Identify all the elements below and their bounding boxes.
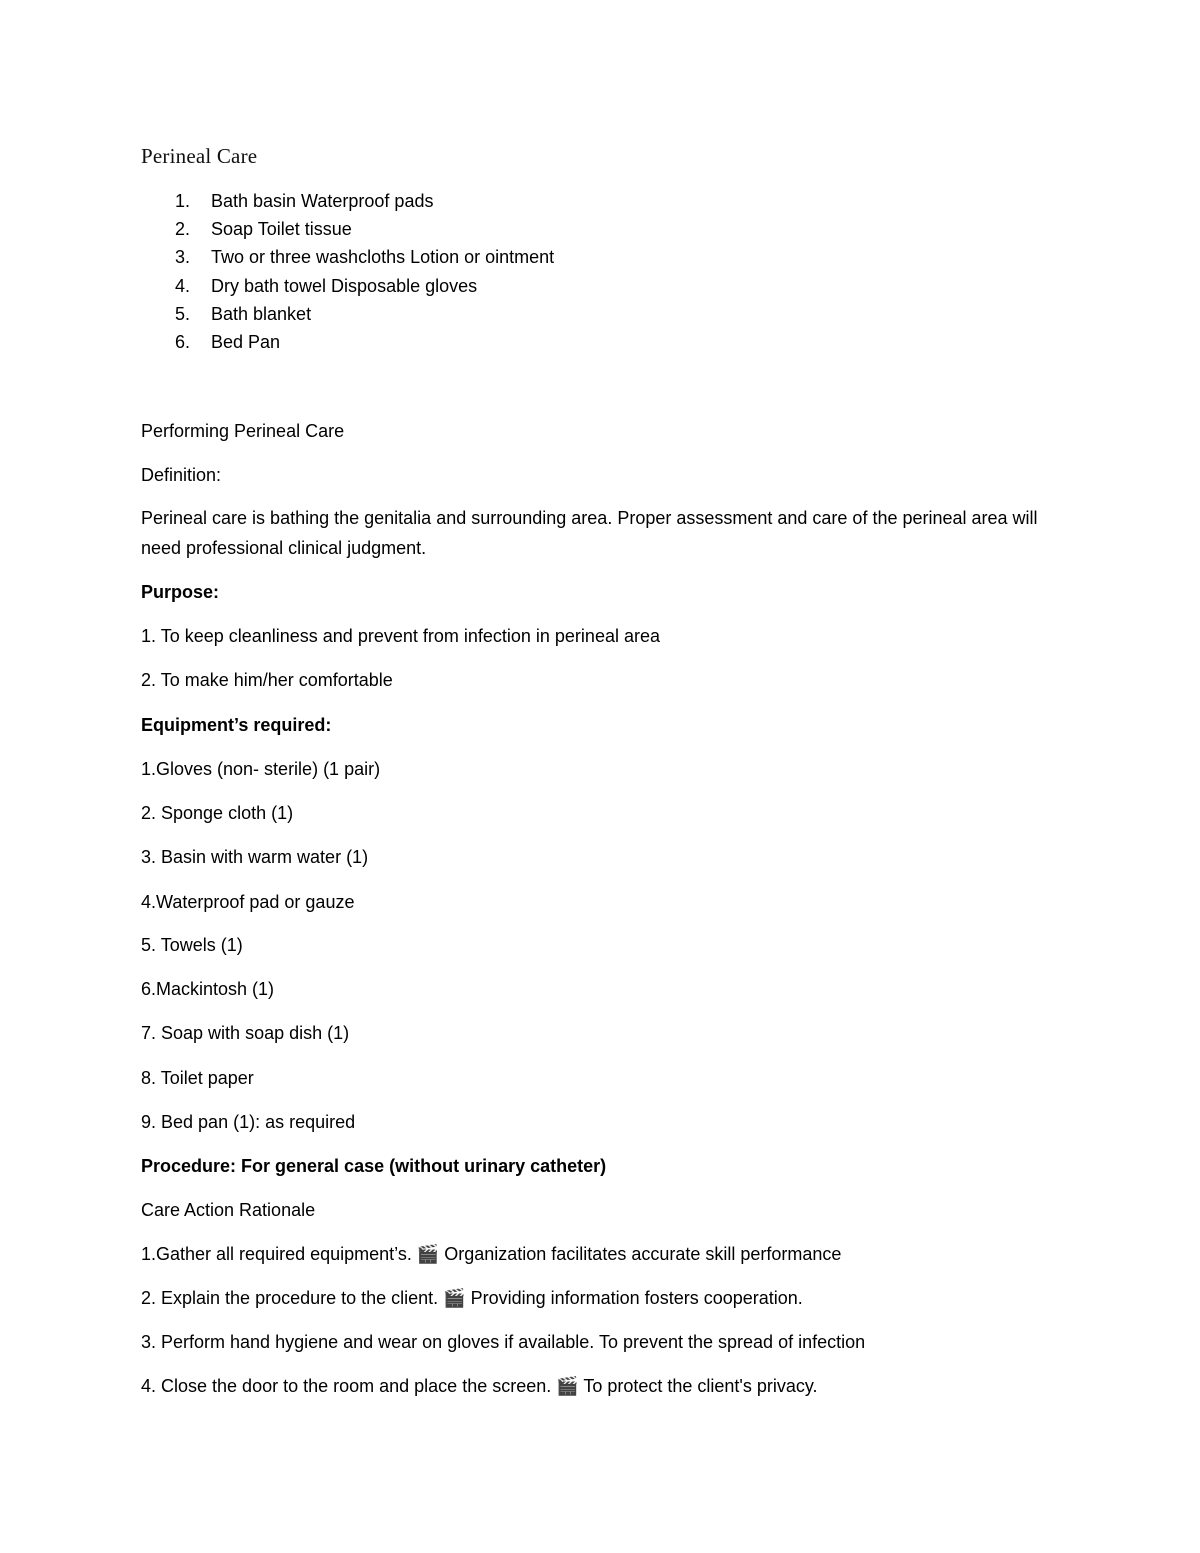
- list-number: 1.: [175, 191, 191, 211]
- equipment-item: 2. Sponge cloth (1): [141, 803, 294, 823]
- list-text: Soap Toilet tissue: [211, 219, 352, 240]
- equipment-item: 6.Mackintosh (1): [141, 979, 275, 999]
- procedure-label: Procedure: For general case (without urinary catheter): [141, 1156, 607, 1176]
- equipment-item: 3. Basin with warm water (1): [141, 847, 369, 867]
- care-table-header: Care Action Rationale: [141, 1200, 316, 1220]
- procedure-step: 3. Perform hand hygiene and wear on gloves if available. To prevent the spread of infection: [141, 1332, 866, 1352]
- list-number: 2.: [175, 219, 191, 240]
- equipment-item: 5. Towels (1): [141, 935, 243, 955]
- list-text: Two or three washcloths Lotion or ointment: [211, 247, 555, 268]
- list-text: Bed Pan: [211, 331, 281, 352]
- list-text: Bath basin Waterproof pads: [211, 191, 434, 211]
- section-heading-performing: Performing Perineal Care: [141, 421, 345, 441]
- list-number: 6.: [175, 331, 191, 352]
- procedure-step: 4. Close the door to the room and place the screen. 🎬 To protect the client's privacy.: [141, 1376, 818, 1396]
- list-number: 4.: [175, 275, 191, 296]
- equipment-item: 8. Toilet paper: [141, 1068, 254, 1088]
- equipment-item: 9. Bed pan (1): as required: [141, 1112, 356, 1132]
- page-title: Perineal Care: [141, 144, 258, 168]
- equipment-item: 1.Gloves (non- sterile) (1 pair): [141, 759, 381, 779]
- purpose-item: 1. To keep cleanliness and prevent from infection in perineal area: [141, 626, 660, 646]
- equipment-label: Equipment’s required:: [141, 715, 332, 735]
- list-number: 5.: [175, 303, 191, 324]
- purpose-item: 2. To make him/her comfortable: [141, 670, 393, 690]
- procedure-step: 2. Explain the procedure to the client. 🎬 Providing information fosters cooperation.: [141, 1288, 803, 1308]
- purpose-label: Purpose:: [141, 582, 220, 602]
- list-number: 3.: [175, 247, 191, 268]
- equipment-item: 7. Soap with soap dish (1): [141, 1023, 350, 1043]
- procedure-step: 1.Gather all required equipment’s. 🎬 Organization facilitates accurate skill performance: [141, 1244, 842, 1264]
- list-text: Dry bath towel Disposable gloves: [211, 275, 478, 296]
- definition-paragraph: Perineal care is bathing the genitalia and surrounding area. Proper assessment and care of the perineal area will need professional clinical judgment.: [141, 508, 1038, 558]
- list-text: Bath blanket: [211, 303, 312, 324]
- definition-label: Definition:: [141, 465, 222, 485]
- equipment-item: 4.Waterproof pad or gauze: [141, 892, 355, 912]
